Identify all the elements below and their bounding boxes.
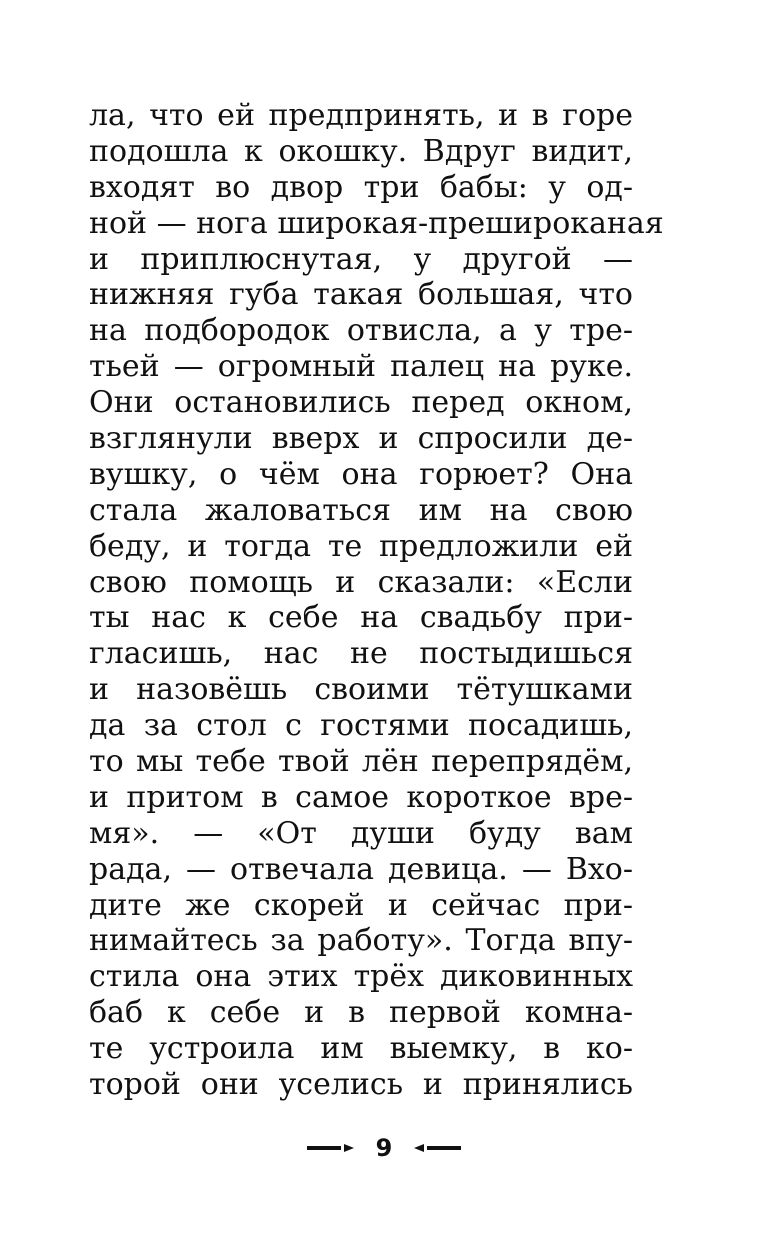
arrow-left-icon <box>414 1144 424 1152</box>
text-line: те устроила им выемку, в ко- <box>89 1031 633 1067</box>
text-line: и приплюснутая, у другой — <box>89 241 633 277</box>
text-line: на подбородок отвисла, а у тре- <box>89 313 633 349</box>
text-line: то мы тебе твой лён перепрядём, <box>89 744 633 780</box>
text-line: нимайтесь за работу». Тогда впу- <box>89 923 633 959</box>
text-line: ла, что ей предпринять, и в горе <box>89 98 633 133</box>
text-line: Они остановились перед окном, <box>89 385 633 421</box>
footer-left-dash <box>307 1146 341 1150</box>
text-line: свою помощь и сказали: «Если <box>89 564 633 600</box>
text-line: дите же скорей и сейчас при- <box>89 887 633 923</box>
text-line: и назовёшь своими тётушками <box>89 672 633 708</box>
text-line: баб к себе и в первой комна- <box>89 995 633 1031</box>
text-line: гласишь, нас не постыдишься <box>89 636 633 672</box>
text-line: нижняя губа такая большая, что <box>89 277 633 313</box>
text-line: беду, и тогда те предложили ей <box>89 528 633 564</box>
text-line: тьей — огромный палец на руке. <box>89 349 633 385</box>
text-line: ной — нога широкая-прешироканая <box>89 205 664 241</box>
body-text <box>89 98 664 1103</box>
page-footer <box>0 1128 768 1168</box>
text-line: рада, — отвечала девица. — Вхо- <box>89 851 633 887</box>
text-line: стила она этих трёх диковинных <box>89 959 633 995</box>
text-line: входят во двор три бабы: у од- <box>89 169 633 205</box>
text-line: подошла к окошку. Вдруг видит, <box>89 133 633 169</box>
text-line: стала жаловаться им на свою <box>89 492 633 528</box>
text-line: и притом в самое короткое вре- <box>89 779 633 815</box>
arrow-right-icon <box>344 1144 354 1152</box>
page-number: 9 <box>375 1134 393 1162</box>
text-line: взглянули вверх и спросили де- <box>89 421 633 457</box>
footer-right-dash <box>427 1146 461 1150</box>
text-line: мя». — «От души буду вам <box>89 815 633 851</box>
text-line: торой они уселись и принялись <box>89 1067 633 1103</box>
text-line: вушку, о чём она горюет? Она <box>89 456 633 492</box>
text-line: ты нас к себе на свадьбу при- <box>89 600 633 636</box>
text-line: да за стол с гостями посадишь, <box>89 708 633 744</box>
